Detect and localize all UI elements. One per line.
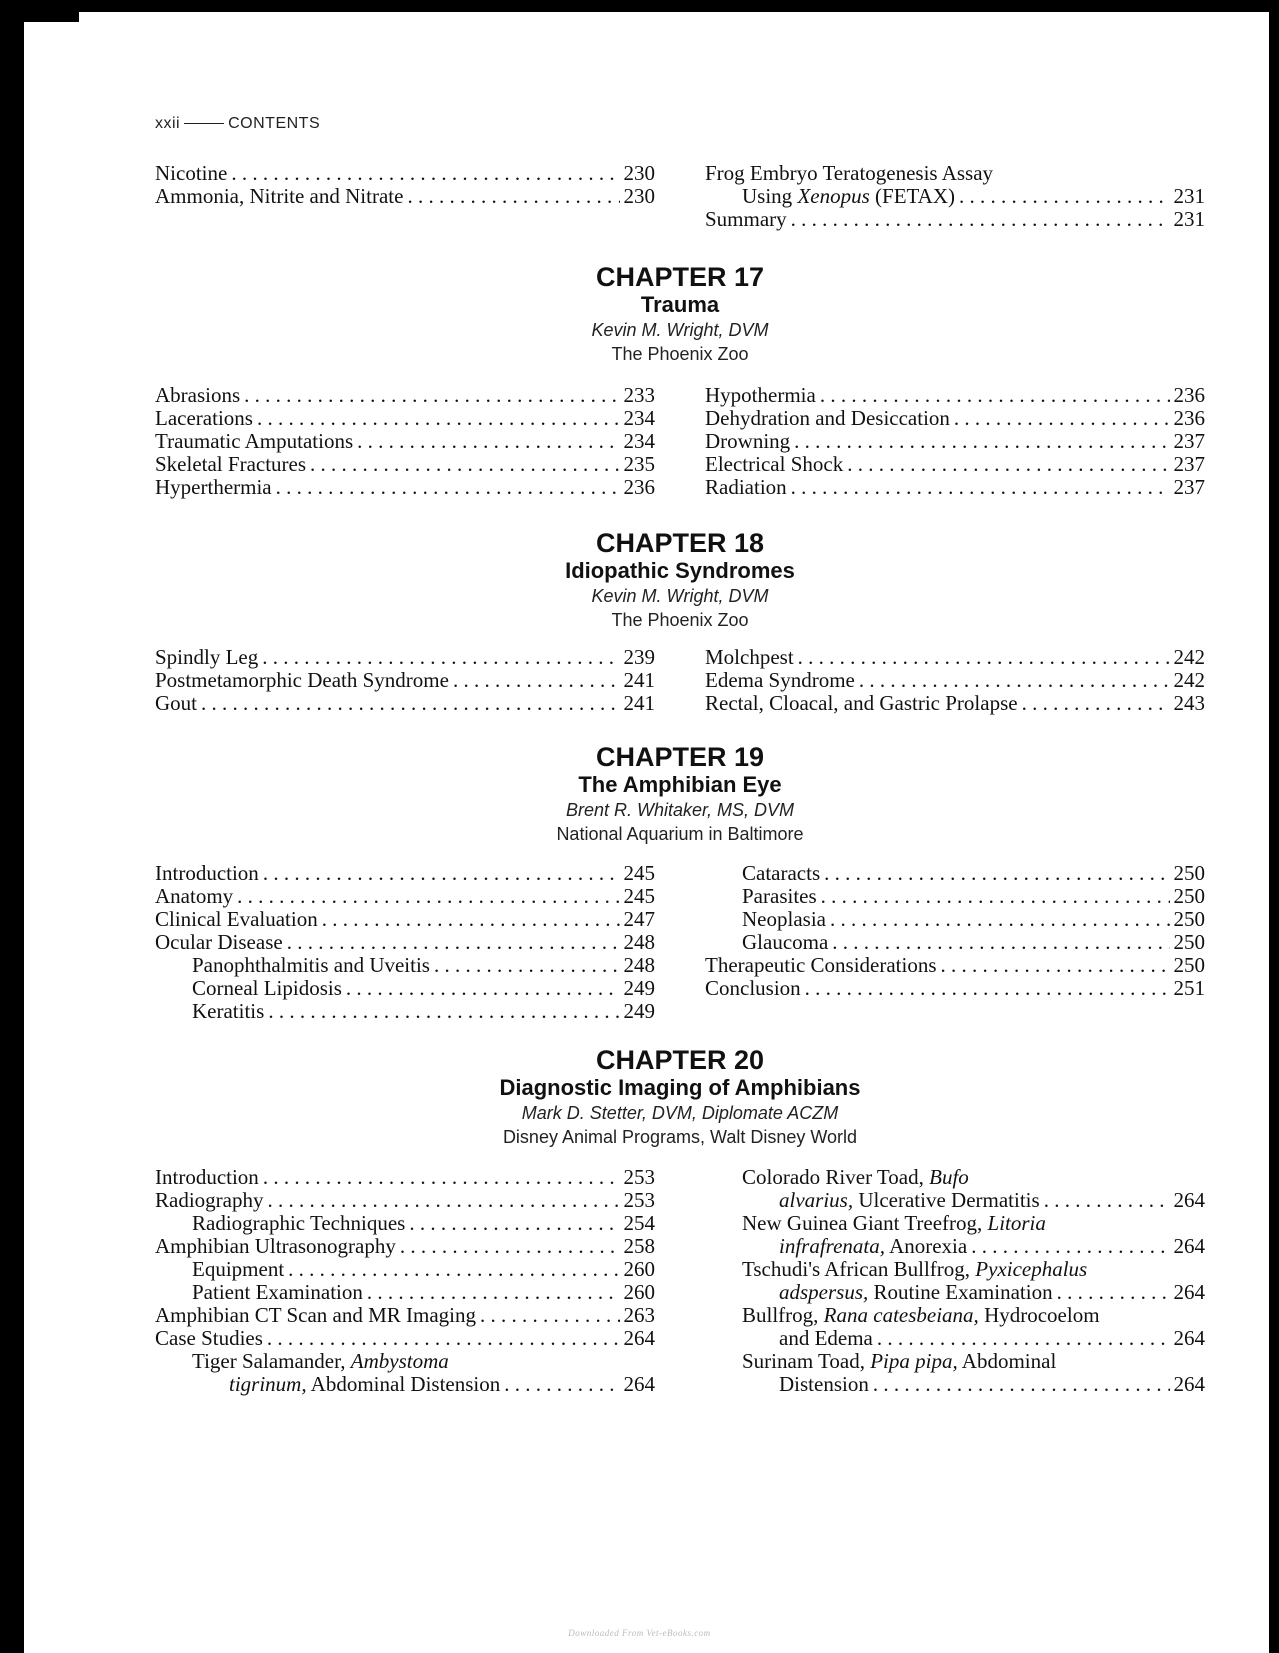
- toc-entry[interactable]: Case Studies . . . 264: [155, 1327, 655, 1350]
- scan-border-top: [0, 0, 1279, 12]
- chapter-18-contents: [155, 646, 1205, 715]
- toc-entry[interactable]: Ammonia, Nitrite and Nitrate . . . 230: [155, 185, 655, 208]
- scan-border-right: [1269, 0, 1279, 1653]
- chapter-17-heading: [155, 262, 1205, 366]
- chapter-19-contents: [155, 862, 1205, 1023]
- toc-subentry[interactable]: tigrinum, Abdominal Distension . . . 264: [155, 1373, 655, 1396]
- toc-entry[interactable]: Gout . . . 241: [155, 692, 655, 715]
- section-title: CONTENTS: [228, 115, 321, 132]
- chapter-17-contents: [155, 384, 1205, 499]
- toc-column-left: [155, 862, 655, 1023]
- toc-entry[interactable]: Introduction . . . 253: [155, 1166, 655, 1189]
- toc-subentry[interactable]: Equipment . . . 260: [155, 1258, 655, 1281]
- toc-entry[interactable]: Drowning . . . 237: [705, 430, 1205, 453]
- chapter-20-contents: [155, 1166, 1205, 1396]
- chapter-19-heading: [155, 742, 1205, 846]
- toc-column-right: [705, 162, 1205, 231]
- toc-entry[interactable]: Ocular Disease . . . 248: [155, 931, 655, 954]
- chapter-title[interactable]: Trauma: [640, 292, 720, 317]
- running-head-rule: [184, 123, 224, 124]
- toc-entry[interactable]: Nicotine . . . 230: [155, 162, 655, 185]
- toc-column-right: [705, 1166, 1205, 1396]
- toc-subentry[interactable]: alvarius, Ulcerative Dermatitis . . . 264: [705, 1189, 1205, 1212]
- chapter-institution: The Phoenix Zoo: [611, 610, 749, 630]
- chapter-institution: Disney Animal Programs, Walt Disney World: [502, 1127, 858, 1147]
- toc-subentry-line[interactable]: Bullfrog, Rana catesbeiana, Hydrocoelom: [742, 1303, 1100, 1327]
- toc-subentry[interactable]: Glaucoma . . . 250: [705, 931, 1205, 954]
- chapter-institution: National Aquarium in Baltimore: [556, 824, 804, 844]
- chapter-number: CHAPTER 20: [595, 1045, 765, 1075]
- watermark-footer: Downloaded From Vet-eBooks.com: [568, 1628, 711, 1638]
- page-number: xxii: [155, 115, 181, 132]
- toc-subentry[interactable]: Parasites . . . 250: [705, 885, 1205, 908]
- chapter-author: Mark D. Stetter, DVM, Diplomate ACZM: [521, 1103, 839, 1123]
- toc-column-left: [155, 162, 655, 231]
- toc-entry[interactable]: Spindly Leg . . . 239: [155, 646, 655, 669]
- toc-subentry[interactable]: adspersus, Routine Examination . . . 264: [705, 1281, 1205, 1304]
- toc-subentry[interactable]: and Edema . . . 264: [705, 1327, 1205, 1350]
- chapter-18-heading: [155, 528, 1205, 632]
- chapter-number: CHAPTER 18: [595, 528, 765, 558]
- toc-entry[interactable]: Radiation . . . 237: [705, 476, 1205, 499]
- chapter-number: CHAPTER 19: [595, 742, 765, 772]
- toc-column-left: [155, 646, 655, 715]
- toc-entry[interactable]: Amphibian Ultrasonography . . . 258: [155, 1235, 655, 1258]
- chapter-institution: The Phoenix Zoo: [611, 344, 749, 364]
- toc-entry[interactable]: Hyperthermia . . . 236: [155, 476, 655, 499]
- toc-column-left: [155, 384, 655, 499]
- chapter-number: CHAPTER 17: [595, 262, 765, 292]
- toc-column-left: [155, 1166, 655, 1396]
- toc-entry[interactable]: Lacerations . . . 234: [155, 407, 655, 430]
- toc-entry[interactable]: Clinical Evaluation . . . 247: [155, 908, 655, 931]
- toc-column-right: [705, 862, 1205, 1023]
- chapter-author: Kevin M. Wright, DVM: [591, 320, 769, 340]
- chapter-20-heading: [155, 1045, 1205, 1149]
- toc-subentry[interactable]: Panophthalmitis and Uveitis . . . 248: [155, 954, 655, 977]
- toc-subentry-line[interactable]: Surinam Toad, Pipa pipa, Abdominal: [742, 1349, 1057, 1373]
- chapter-author: Brent R. Whitaker, MS, DVM: [565, 800, 795, 820]
- toc-column-right: [705, 384, 1205, 499]
- toc-entry[interactable]: Amphibian CT Scan and MR Imaging . . . 263: [155, 1304, 655, 1327]
- toc-entry[interactable]: Traumatic Amputations . . . 234: [155, 430, 655, 453]
- toc-subentry[interactable]: Keratitis . . . 249: [155, 1000, 655, 1023]
- toc-subentry-line[interactable]: Colorado River Toad, Bufo: [742, 1165, 969, 1189]
- scan-border-mark: [24, 12, 79, 22]
- toc-entry[interactable]: Therapeutic Considerations . . . 250: [705, 954, 1205, 977]
- toc-subentry[interactable]: Neoplasia . . . 250: [705, 908, 1205, 931]
- toc-entry[interactable]: Postmetamorphic Death Syndrome . . . 241: [155, 669, 655, 692]
- toc-subentry[interactable]: infrafrenata, Anorexia . . . 264: [705, 1235, 1205, 1258]
- toc-entry[interactable]: Anatomy . . . 245: [155, 885, 655, 908]
- toc-entry[interactable]: Using Xenopus (FETAX) . . . 231: [705, 185, 1205, 208]
- toc-entry[interactable]: Rectal, Cloacal, and Gastric Prolapse . . . 243: [705, 692, 1205, 715]
- toc-entry[interactable]: Molchpest . . . 242: [705, 646, 1205, 669]
- toc-subentry[interactable]: Radiographic Techniques . . . 254: [155, 1212, 655, 1235]
- chapter-author: Kevin M. Wright, DVM: [591, 586, 769, 606]
- toc-column-right: [705, 646, 1205, 715]
- toc-entry-line[interactable]: Frog Embryo Teratogenesis Assay: [705, 161, 994, 185]
- toc-entry[interactable]: Electrical Shock . . . 237: [705, 453, 1205, 476]
- toc-entry[interactable]: Dehydration and Desiccation . . . 236: [705, 407, 1205, 430]
- toc-entry[interactable]: Skeletal Fractures . . . 235: [155, 453, 655, 476]
- toc-subentry[interactable]: Distension . . . 264: [705, 1373, 1205, 1396]
- toc-entry[interactable]: Summary . . . 231: [705, 208, 1205, 231]
- chapter-title[interactable]: Diagnostic Imaging of Amphibians: [499, 1075, 861, 1100]
- toc-subentry-line[interactable]: Tschudi's African Bullfrog, Pyxicephalus: [742, 1257, 1088, 1281]
- toc-entry[interactable]: Radiography . . . 253: [155, 1189, 655, 1212]
- toc-subentry-line[interactable]: Tiger Salamander, Ambystoma: [192, 1349, 449, 1373]
- toc-entry[interactable]: Introduction . . . 245: [155, 862, 655, 885]
- toc-entry[interactable]: Edema Syndrome . . . 242: [705, 669, 1205, 692]
- chapter-16-continuation: [155, 162, 1205, 231]
- toc-subentry[interactable]: Patient Examination . . . 260: [155, 1281, 655, 1304]
- toc-entry[interactable]: Conclusion . . . 251: [705, 977, 1205, 1000]
- chapter-title[interactable]: Idiopathic Syndromes: [565, 558, 795, 583]
- running-head: [155, 115, 320, 133]
- toc-subentry[interactable]: Corneal Lipidosis . . . 249: [155, 977, 655, 1000]
- toc-subentry-line[interactable]: New Guinea Giant Treefrog, Litoria: [742, 1211, 1046, 1235]
- toc-subentry[interactable]: Cataracts . . . 250: [705, 862, 1205, 885]
- chapter-title[interactable]: The Amphibian Eye: [578, 772, 782, 797]
- toc-entry[interactable]: Hypothermia . . . 236: [705, 384, 1205, 407]
- toc-entry[interactable]: Abrasions . . . 233: [155, 384, 655, 407]
- scan-border-left: [0, 0, 24, 1653]
